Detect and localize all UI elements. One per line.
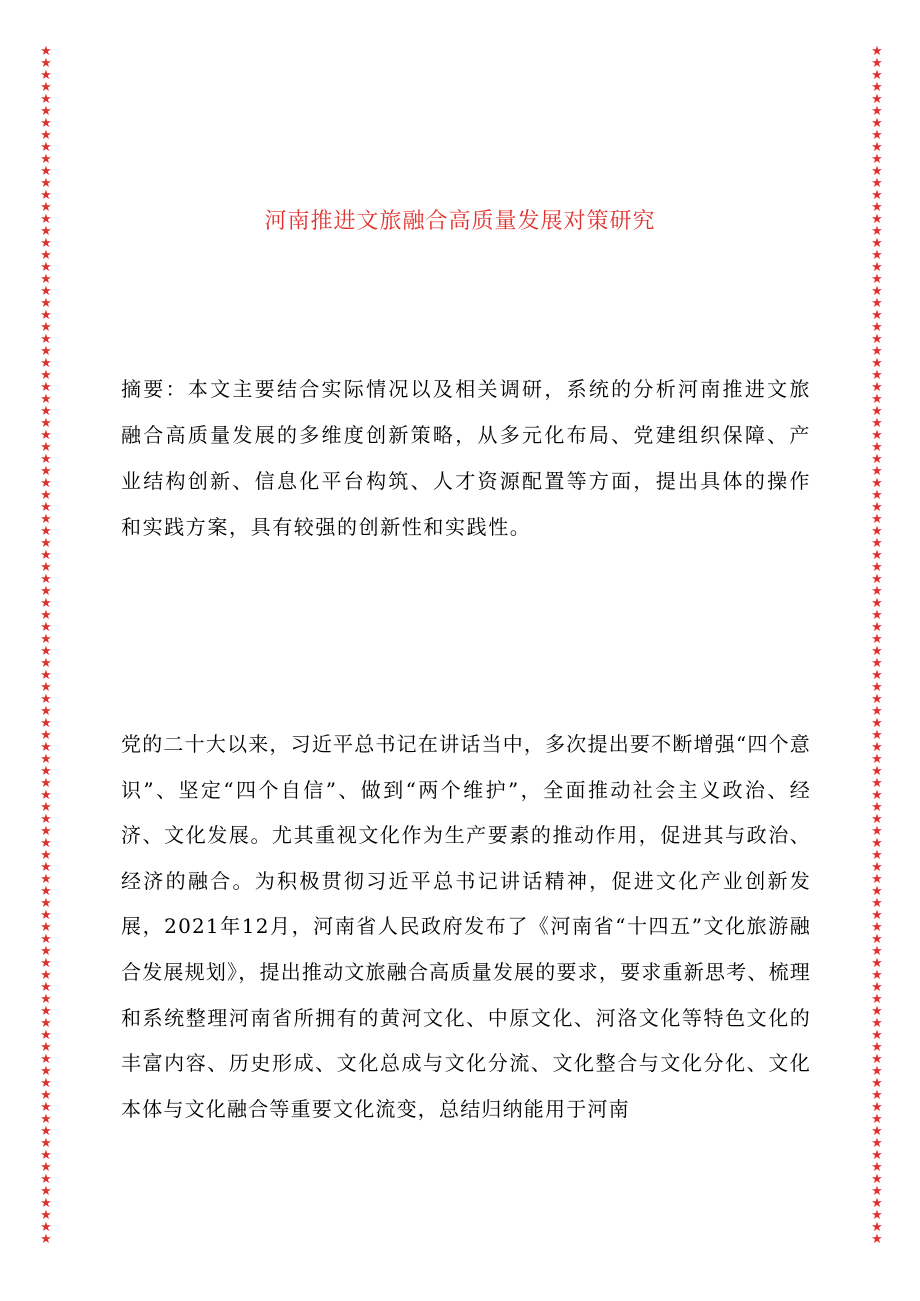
star-icon: ★ [40,200,52,215]
star-icon: ★ [871,968,883,983]
star-icon: ★ [871,248,883,263]
star-icon: ★ [871,776,883,791]
star-icon: ★ [871,68,883,83]
star-icon: ★ [871,1196,883,1211]
star-icon: ★ [871,884,883,899]
star-icon: ★ [871,200,883,215]
star-icon: ★ [871,680,883,695]
star-icon: ★ [871,1124,883,1139]
star-icon: ★ [40,140,52,155]
star-icon: ★ [871,932,883,947]
star-icon: ★ [40,500,52,515]
star-icon: ★ [40,1052,52,1067]
star-icon: ★ [40,836,52,851]
star-icon: ★ [40,440,52,455]
star-icon: ★ [871,860,883,875]
star-icon: ★ [871,176,883,191]
star-icon: ★ [40,1076,52,1091]
star-icon: ★ [871,368,883,383]
star-icon: ★ [40,104,52,119]
star-icon: ★ [871,956,883,971]
star-icon: ★ [40,1016,52,1031]
star-icon: ★ [40,488,52,503]
star-icon: ★ [40,452,52,467]
star-icon: ★ [871,416,883,431]
star-icon: ★ [40,668,52,683]
star-icon: ★ [871,92,883,107]
star-icon: ★ [871,944,883,959]
star-icon: ★ [40,356,52,371]
star-icon: ★ [871,1052,883,1067]
star-icon: ★ [871,104,883,119]
star-icon: ★ [871,452,883,467]
star-icon: ★ [40,308,52,323]
star-icon: ★ [40,824,52,839]
star-icon: ★ [871,716,883,731]
star-icon: ★ [871,656,883,671]
star-icon: ★ [40,980,52,995]
star-icon: ★ [871,908,883,923]
star-icon: ★ [40,644,52,659]
star-icon: ★ [40,680,52,695]
star-icon: ★ [40,1232,52,1247]
star-icon: ★ [871,752,883,767]
star-icon: ★ [871,272,883,287]
star-icon: ★ [871,1028,883,1043]
star-icon: ★ [871,296,883,311]
star-icon: ★ [40,188,52,203]
star-icon: ★ [871,260,883,275]
star-icon: ★ [40,416,52,431]
star-icon: ★ [871,1148,883,1163]
star-icon: ★ [40,1208,52,1223]
star-icon: ★ [871,404,883,419]
star-icon: ★ [871,1112,883,1127]
star-icon: ★ [871,392,883,407]
star-icon: ★ [871,572,883,587]
star-icon: ★ [871,1160,883,1175]
star-icon: ★ [871,812,883,827]
star-icon: ★ [40,272,52,287]
star-icon: ★ [40,152,52,167]
star-icon: ★ [40,572,52,587]
star-icon: ★ [871,1136,883,1151]
star-icon: ★ [871,476,883,491]
star-icon: ★ [871,188,883,203]
star-icon: ★ [871,560,883,575]
star-icon: ★ [40,116,52,131]
body-paragraph: 党的二十大以来，习近平总书记在讲话当中，多次提出要不断增强“四个意识”、坚定“四个自信”、做到“两个维护”，全面推动社会主义政治、经济、文化发展。尤其重视文化作为生产要素的推动作用，促进其与政治、经济的融合。为积极贯彻习近平总书记讲话精神，促进文化产业创新发展，2021年12月，河南省人民政府发布了《河南省“十四五”文化旅游融合发展规划》，提出推动文旅融合高质量发展的要求，要求重新思考、梳理和系统整理河南省所拥有的黄河文化、中原文化、河洛文化等特色文化的丰富内容、历史形成、文化总成与文化分流、文化整合与文化分化、文化本体与文化融合等重要文化流变，总结归纳能用于河南 [121,732,811,1121]
star-icon: ★ [871,872,883,887]
star-icon: ★ [40,1088,52,1103]
star-icon: ★ [40,968,52,983]
star-icon: ★ [40,236,52,251]
star-icon: ★ [40,320,52,335]
star-icon: ★ [40,1196,52,1211]
star-icon: ★ [40,1112,52,1127]
star-icon: ★ [871,1208,883,1223]
star-icon: ★ [871,1064,883,1079]
star-icon: ★ [40,944,52,959]
star-icon: ★ [871,704,883,719]
star-icon: ★ [871,56,883,71]
star-icon: ★ [40,908,52,923]
star-icon: ★ [871,1040,883,1055]
star-icon: ★ [871,632,883,647]
star-icon: ★ [40,848,52,863]
star-icon: ★ [40,1064,52,1079]
star-icon: ★ [871,1184,883,1199]
star-icon: ★ [871,224,883,239]
star-icon: ★ [40,788,52,803]
star-icon: ★ [871,788,883,803]
star-icon: ★ [40,548,52,563]
star-icon: ★ [40,764,52,779]
star-icon: ★ [40,872,52,887]
star-icon: ★ [40,56,52,71]
star-icon: ★ [871,164,883,179]
star-icon: ★ [40,932,52,947]
star-icon: ★ [40,1004,52,1019]
star-icon: ★ [871,1220,883,1235]
star-icon: ★ [40,476,52,491]
star-icon: ★ [871,548,883,563]
star-icon: ★ [40,260,52,275]
star-icon: ★ [871,1232,883,1247]
star-icon: ★ [40,284,52,299]
star-icon: ★ [871,728,883,743]
star-icon: ★ [40,368,52,383]
star-icon: ★ [40,728,52,743]
star-icon: ★ [40,560,52,575]
star-icon: ★ [40,176,52,191]
star-icon: ★ [871,980,883,995]
star-icon: ★ [871,764,883,779]
star-icon: ★ [871,116,883,131]
star-icon: ★ [40,512,52,527]
star-icon: ★ [40,812,52,827]
star-icon: ★ [871,608,883,623]
star-icon: ★ [871,356,883,371]
star-icon: ★ [40,776,52,791]
star-icon: ★ [40,128,52,143]
star-icon: ★ [40,1172,52,1187]
star-icon: ★ [871,668,883,683]
star-icon: ★ [871,920,883,935]
star-icon: ★ [40,692,52,707]
star-icon: ★ [871,140,883,155]
star-icon: ★ [40,46,52,59]
star-icon: ★ [40,404,52,419]
star-icon: ★ [40,884,52,899]
star-icon: ★ [871,46,883,59]
star-icon: ★ [871,800,883,815]
star-icon: ★ [40,536,52,551]
star-icon: ★ [871,740,883,755]
star-icon: ★ [871,596,883,611]
star-icon: ★ [871,80,883,95]
star-icon: ★ [871,500,883,515]
star-icon: ★ [871,512,883,527]
star-icon: ★ [40,716,52,731]
star-icon: ★ [40,164,52,179]
star-icon: ★ [40,68,52,83]
star-icon: ★ [40,296,52,311]
star-icon: ★ [871,284,883,299]
star-icon: ★ [40,632,52,647]
star-icon: ★ [40,1148,52,1163]
star-icon: ★ [40,896,52,911]
star-icon: ★ [40,332,52,347]
star-icon: ★ [871,212,883,227]
star-icon: ★ [871,428,883,443]
star-icon: ★ [871,440,883,455]
star-icon: ★ [40,584,52,599]
star-icon: ★ [40,800,52,815]
star-icon: ★ [40,1220,52,1235]
star-icon: ★ [871,308,883,323]
star-icon: ★ [40,1100,52,1115]
star-icon: ★ [871,524,883,539]
star-icon: ★ [40,1160,52,1175]
abstract-paragraph: 摘要：本文主要结合实际情况以及相关调研，系统的分析河南推进文旅融合高质量发展的多维度创新策略，从多元化布局、党建组织保障、产业结构创新、信息化平台构筑、人才资源配置等方面，提出具体的操作和实践方案，具有较强的创新性和实践性。 [121,377,811,539]
star-icon: ★ [871,620,883,635]
star-icon: ★ [40,1184,52,1199]
star-icon: ★ [871,584,883,599]
star-icon: ★ [40,524,52,539]
star-icon: ★ [40,80,52,95]
star-icon: ★ [871,1076,883,1091]
star-icon: ★ [871,488,883,503]
star-icon: ★ [871,644,883,659]
star-icon: ★ [40,596,52,611]
page-title: 河南推进文旅融合高质量发展对策研究 [264,209,656,234]
star-icon: ★ [40,344,52,359]
star-icon: ★ [40,428,52,443]
star-icon: ★ [871,152,883,167]
star-icon: ★ [40,392,52,407]
star-icon: ★ [40,740,52,755]
star-icon: ★ [40,752,52,767]
star-icon: ★ [871,344,883,359]
star-icon: ★ [871,536,883,551]
star-icon: ★ [40,992,52,1007]
star-icon: ★ [871,332,883,347]
star-icon: ★ [40,860,52,875]
star-icon: ★ [871,692,883,707]
star-icon: ★ [871,1100,883,1115]
star-icon: ★ [871,1172,883,1187]
star-icon: ★ [40,1028,52,1043]
star-icon: ★ [40,608,52,623]
star-icon: ★ [40,1124,52,1139]
star-icon: ★ [40,920,52,935]
star-icon: ★ [40,212,52,227]
star-icon: ★ [40,956,52,971]
star-icon: ★ [871,992,883,1007]
star-icon: ★ [40,92,52,107]
star-icon: ★ [40,620,52,635]
star-icon: ★ [40,1136,52,1151]
star-icon: ★ [871,836,883,851]
star-icon: ★ [871,824,883,839]
star-icon: ★ [40,656,52,671]
star-icon: ★ [871,380,883,395]
star-icon: ★ [40,464,52,479]
star-icon: ★ [871,1016,883,1031]
star-icon: ★ [40,704,52,719]
star-icon: ★ [871,1004,883,1019]
star-icon: ★ [871,848,883,863]
star-icon: ★ [871,128,883,143]
star-icon: ★ [871,464,883,479]
star-icon: ★ [871,320,883,335]
star-icon: ★ [40,380,52,395]
star-icon: ★ [40,248,52,263]
star-icon: ★ [871,1088,883,1103]
star-icon: ★ [40,224,52,239]
star-icon: ★ [40,1040,52,1055]
star-icon: ★ [871,896,883,911]
star-icon: ★ [871,236,883,251]
